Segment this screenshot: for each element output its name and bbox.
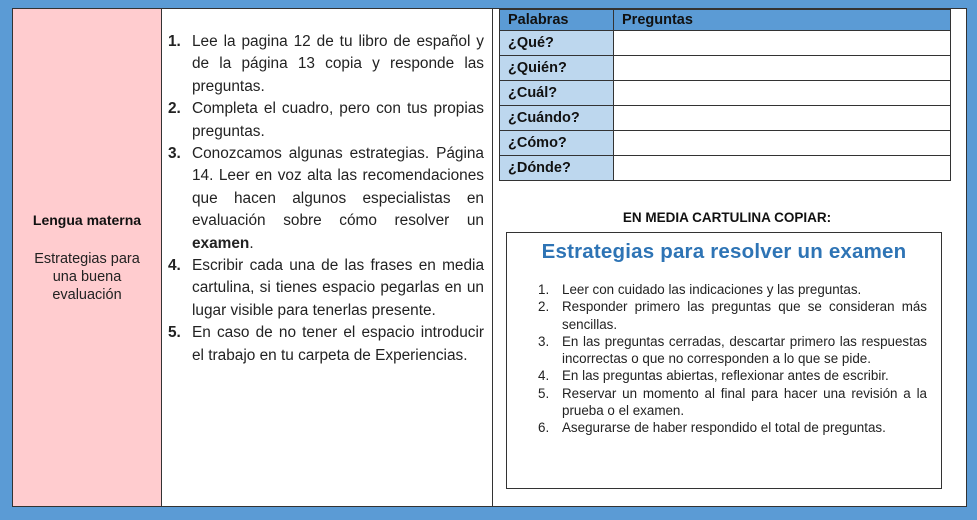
step-number: 4. (168, 257, 181, 275)
step-text: Completa el cuadro, pero con tus propias preguntas. (192, 100, 484, 140)
strategy-text: Leer con cuidado las indicaciones y las preguntas. (562, 282, 862, 297)
table-row (500, 131, 951, 156)
worksheet-column (493, 9, 966, 506)
question-word: ¿Cuál? (500, 81, 614, 106)
questions-table (499, 9, 951, 181)
table-row (500, 156, 951, 181)
strategy-item (507, 419, 941, 436)
answer-cell[interactable] (614, 131, 951, 156)
activity-step (168, 255, 484, 322)
copy-instruction: EN MEDIA CARTULINA COPIAR: (622, 210, 832, 225)
step-text: Lee la pagina 12 de tu libro de español y de la página 13 copia y responde las preguntas. (192, 33, 484, 95)
strategy-text: Reservar un momento al final para hacer una revisión a la prueba o el examen. (562, 385, 927, 419)
strategy-text: Responder primero las preguntas que se consideran más sencillas. (562, 299, 927, 332)
strategy-number: 5. (538, 385, 550, 401)
strategy-number: 3. (538, 333, 550, 349)
activity-step (168, 322, 484, 367)
topic-label: Estrategias para una buena evaluación (34, 250, 140, 303)
step-bold-word: examen (192, 234, 250, 252)
strategies-list (507, 281, 941, 437)
header-words: Palabras (500, 10, 614, 31)
step-number: 5. (168, 324, 181, 342)
strategy-item (507, 298, 941, 333)
subject-title: Lengua materna (32, 211, 142, 228)
strategy-item (507, 333, 941, 368)
strategy-item (507, 385, 941, 420)
answer-cell[interactable] (614, 56, 951, 81)
strategy-text: Asegurarse de haber respondido el total de preguntas. (562, 420, 886, 436)
question-word: ¿Cuándo? (500, 106, 614, 131)
answer-cell[interactable] (614, 81, 951, 106)
step-text: En caso de no tener el espacio introducir el trabajo en tu carpeta de Experiencias. (192, 324, 484, 364)
question-word: ¿Quién? (500, 56, 614, 81)
strategy-number: 2. (538, 299, 550, 315)
activity-step (168, 31, 484, 98)
table-row (500, 81, 951, 106)
strategies-title: Estrategias para resolver un examen (541, 240, 907, 263)
step-tail: . (249, 234, 254, 252)
answer-cell[interactable] (614, 31, 951, 56)
strategy-item (507, 281, 941, 298)
activity-steps (168, 31, 484, 367)
strategy-number: 1. (538, 282, 550, 297)
question-word: ¿Qué? (500, 31, 614, 56)
header-questions: Preguntas (614, 10, 951, 31)
table-row (500, 56, 951, 81)
strategy-number: 6. (538, 420, 550, 436)
answer-cell[interactable] (614, 106, 951, 131)
strategy-text: En las preguntas abiertas, reflexionar antes de escribir. (562, 368, 889, 384)
activities-column (162, 9, 493, 506)
strategy-text: En las preguntas cerradas, descartar primero las respuestas incorrectas o que no corresponden a lo que se pide. (562, 333, 927, 367)
step-text: Escribir cada una de las frases en media cartulina, si tienes espacio pegarlas en un lugar visible para tenerlas presente. (192, 257, 484, 319)
table-header-row (500, 10, 951, 31)
table-row (500, 31, 951, 56)
step-number: 1. (168, 33, 181, 50)
table-row (500, 106, 951, 131)
step-number: 2. (168, 100, 181, 118)
activity-step (168, 143, 484, 255)
strategies-box (506, 232, 942, 489)
question-word: ¿Cómo? (500, 131, 614, 156)
activity-step (168, 98, 484, 143)
strategy-item (507, 367, 941, 384)
answer-cell[interactable] (614, 156, 951, 181)
question-word: ¿Dónde? (500, 156, 614, 181)
strategy-number: 4. (538, 368, 550, 384)
step-text: Conozcamos algunas estrategias. Página 14. Leer en voz alta las recomendaciones que hacen algunos especialistas en evaluación sobre cómo resolver un (192, 145, 484, 230)
step-number: 3. (168, 145, 181, 163)
lesson-sheet (12, 8, 967, 507)
subject-column (13, 9, 162, 506)
